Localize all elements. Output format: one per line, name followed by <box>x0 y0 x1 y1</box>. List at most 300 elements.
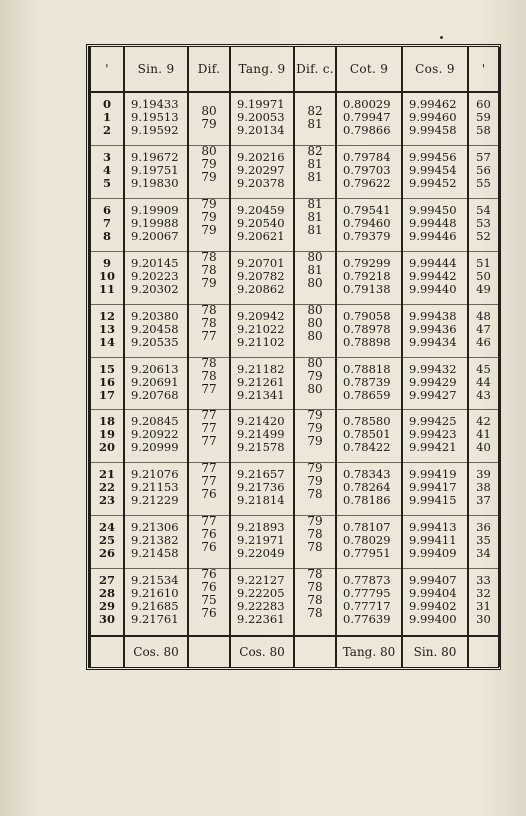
difc-cell <box>294 145 336 198</box>
minute-right: 42 <box>476 414 491 429</box>
minute-left: 16 <box>98 374 115 389</box>
minute-right: 35 <box>476 533 491 548</box>
header-cot: Cot. 9 <box>336 47 402 92</box>
cos-value: 9.99462 <box>409 97 457 111</box>
dif-value: 80 <box>201 104 217 118</box>
difc-cell <box>294 569 336 636</box>
tang-cell <box>230 304 294 357</box>
minute-right-cell <box>468 304 499 357</box>
cos-value: 9.99438 <box>409 308 457 323</box>
cell-stack <box>125 463 187 507</box>
header-sin: Sin. 9 <box>124 47 188 92</box>
dif-cell <box>188 251 230 304</box>
cos-value: 9.99419 <box>409 467 457 482</box>
minute-left: 7 <box>102 215 111 230</box>
minute-left-cell <box>90 516 124 569</box>
cell-stack <box>91 252 123 296</box>
minute-left: 2 <box>102 123 111 137</box>
dif-cell <box>188 304 230 357</box>
minute-right: 41 <box>476 427 491 442</box>
difc-value: 80 <box>307 302 323 317</box>
minute-left: 24 <box>98 520 115 535</box>
cell-stack <box>403 146 467 190</box>
difc-value: 78 <box>307 567 323 582</box>
cot-value: 0.79379 <box>343 228 391 243</box>
cell-stack <box>91 305 123 349</box>
tang-value: 9.20942 <box>237 308 285 323</box>
cell-stack <box>337 305 401 349</box>
tang-value: 9.19971 <box>237 97 285 111</box>
tang-value: 9.22361 <box>237 612 285 627</box>
header-row <box>90 47 499 92</box>
difc-cell <box>294 251 336 304</box>
minute-left-cell <box>90 410 124 463</box>
cot-value: 0.77873 <box>343 573 391 588</box>
minute-right-cell <box>468 569 499 636</box>
cell-stack <box>469 93 498 137</box>
minute-right: 50 <box>476 268 491 283</box>
cell-stack <box>125 305 187 349</box>
minute-left: 8 <box>102 228 111 243</box>
minute-left-cell <box>90 145 124 198</box>
cell-stack <box>125 93 187 137</box>
cell-stack <box>231 463 293 507</box>
table-row-group <box>90 198 499 251</box>
cos-value: 9.99429 <box>409 374 457 389</box>
minute-left: 9 <box>102 255 111 270</box>
cos-cell <box>402 145 468 198</box>
cell-stack <box>231 569 293 626</box>
cot-cell <box>336 569 402 636</box>
minute-left-cell <box>90 463 124 516</box>
cot-cell <box>336 92 402 145</box>
minute-left: 1 <box>102 110 111 124</box>
tang-value: 9.20621 <box>237 228 285 243</box>
cot-cell <box>336 145 402 198</box>
minute-left: 27 <box>98 573 115 588</box>
footer-empty-left <box>90 636 124 667</box>
cot-value: 0.79218 <box>343 268 391 283</box>
tang-value: 9.20378 <box>237 175 285 190</box>
cot-value: 0.79299 <box>343 255 391 270</box>
cell-stack <box>469 410 498 454</box>
minute-right: 39 <box>476 467 491 482</box>
minute-right: 54 <box>476 202 491 217</box>
difc-value: 78 <box>307 487 323 502</box>
difc-value: 80 <box>307 249 323 264</box>
cos-cell <box>402 463 468 516</box>
sin-value: 9.21382 <box>131 533 179 548</box>
cell-stack <box>337 93 401 137</box>
cell-stack <box>125 252 187 296</box>
difc-value: 80 <box>307 315 323 330</box>
cell-stack <box>403 410 467 454</box>
tang-value: 9.20701 <box>237 255 285 270</box>
tang-cell <box>230 463 294 516</box>
tang-value: 9.21022 <box>237 321 285 336</box>
table-row-group <box>90 357 499 410</box>
cell-stack <box>295 249 335 296</box>
minute-right: 44 <box>476 374 491 389</box>
sin-value: 9.19909 <box>131 202 179 217</box>
difc-value: 80 <box>307 328 323 343</box>
difc-value: 80 <box>307 381 323 396</box>
cot-value: 0.80029 <box>343 97 391 111</box>
minute-left: 3 <box>102 149 111 164</box>
dif-value: 77 <box>201 514 217 529</box>
tang-value: 9.20216 <box>237 149 285 164</box>
sin-cell <box>124 357 188 410</box>
cell-stack <box>189 143 229 190</box>
minute-right: 38 <box>476 480 491 495</box>
dif-value: 77 <box>201 408 217 423</box>
dif-value: 77 <box>201 421 217 436</box>
tang-value: 9.21420 <box>237 414 285 429</box>
cot-value: 0.79703 <box>343 162 391 177</box>
cell-stack <box>91 463 123 507</box>
cos-value: 9.99415 <box>409 493 457 508</box>
cell-stack <box>91 358 123 402</box>
cos-value: 9.99440 <box>409 281 457 296</box>
minute-right: 32 <box>476 586 491 601</box>
cos-value: 9.99423 <box>409 427 457 442</box>
tang-value: 9.21971 <box>237 533 285 548</box>
sin-cell <box>124 410 188 463</box>
tang-cell <box>230 357 294 410</box>
sin-value: 9.20067 <box>131 228 179 243</box>
dif-value: 76 <box>201 487 217 502</box>
cos-value: 9.99446 <box>409 228 457 243</box>
cell-stack <box>295 302 335 349</box>
tang-value: 9.20540 <box>237 215 285 230</box>
cell-stack <box>91 410 123 454</box>
cell-stack <box>189 302 229 349</box>
minute-left: 12 <box>98 308 115 323</box>
tang-cell <box>230 251 294 304</box>
dif-value: 78 <box>201 355 217 370</box>
cos-value: 9.99434 <box>409 334 457 349</box>
sin-value: 9.20691 <box>131 374 179 389</box>
minute-right-cell <box>468 357 499 410</box>
minute-left-cell <box>90 251 124 304</box>
difc-value: 81 <box>307 222 323 237</box>
difc-value: 80 <box>307 275 323 290</box>
sin-value: 9.19592 <box>131 123 179 137</box>
cot-value: 0.78818 <box>343 361 391 376</box>
difc-value: 79 <box>307 421 323 436</box>
header-tang: Tang. 9 <box>230 47 294 92</box>
sin-value: 9.20145 <box>131 255 179 270</box>
cos-value: 9.99436 <box>409 321 457 336</box>
sin-value: 9.20380 <box>131 308 179 323</box>
dif-value: 77 <box>201 381 217 396</box>
dif-value: 80 <box>201 143 217 158</box>
cos-value: 9.99452 <box>409 175 457 190</box>
cot-value: 0.79784 <box>343 149 391 164</box>
sin-value: 9.19672 <box>131 149 179 164</box>
difc-value: 78 <box>307 606 323 621</box>
dif-value: 77 <box>201 461 217 476</box>
cot-cell <box>336 463 402 516</box>
minute-right: 45 <box>476 361 491 376</box>
tang-value: 9.22205 <box>237 586 285 601</box>
footer-tang-col: Cos. 80 <box>230 636 294 667</box>
tang-value: 9.20297 <box>237 162 285 177</box>
cot-value: 0.78264 <box>343 480 391 495</box>
sin-value: 9.21761 <box>131 612 179 627</box>
cell-stack <box>189 249 229 296</box>
minute-left-cell <box>90 304 124 357</box>
cos-value: 9.99456 <box>409 149 457 164</box>
cell-stack <box>469 199 498 243</box>
dif-value: 78 <box>201 302 217 317</box>
cell-stack <box>403 305 467 349</box>
difc-value: 79 <box>307 408 323 423</box>
dif-value: 75 <box>201 593 217 608</box>
footer-cos-col: Sin. 80 <box>402 636 468 667</box>
tang-value: 9.21736 <box>237 480 285 495</box>
cell-stack <box>125 569 187 626</box>
minute-right-cell <box>468 92 499 145</box>
dif-value: 76 <box>201 567 217 582</box>
dif-cell <box>188 145 230 198</box>
table <box>89 47 500 667</box>
cell-stack <box>337 146 401 190</box>
sin-cell <box>124 92 188 145</box>
cell-stack <box>295 569 335 626</box>
difc-value: 79 <box>307 461 323 476</box>
table-row-group <box>90 304 499 357</box>
tang-value: 9.20459 <box>237 202 285 217</box>
tang-value: 9.21657 <box>237 467 285 482</box>
minute-right: 53 <box>476 215 491 230</box>
cell-stack <box>469 146 498 190</box>
difc-cell <box>294 463 336 516</box>
cell-stack <box>231 305 293 349</box>
minute-left: 13 <box>98 321 115 336</box>
minute-right: 36 <box>476 520 491 535</box>
tang-value: 9.21499 <box>237 427 285 442</box>
footer-empty-dif <box>188 636 230 667</box>
difc-cell <box>294 357 336 410</box>
table-body <box>90 92 499 636</box>
cos-cell <box>402 357 468 410</box>
tang-cell <box>230 569 294 636</box>
sin-value: 9.19513 <box>131 110 179 124</box>
dif-value: 79 <box>201 117 217 131</box>
dif-cell <box>188 357 230 410</box>
dif-value: 78 <box>201 368 217 383</box>
sin-value: 9.21685 <box>131 599 179 614</box>
cell-stack <box>91 569 123 626</box>
cot-value: 0.79947 <box>343 110 391 124</box>
dif-value: 78 <box>201 249 217 264</box>
cos-cell <box>402 198 468 251</box>
cos-value: 9.99454 <box>409 162 457 177</box>
cos-value: 9.99404 <box>409 586 457 601</box>
difc-value: 81 <box>307 262 323 277</box>
cot-value: 0.78107 <box>343 520 391 535</box>
dif-value: 79 <box>201 222 217 237</box>
cot-cell <box>336 410 402 463</box>
cell-stack <box>403 516 467 560</box>
dif-value: 77 <box>201 474 217 489</box>
difc-value: 81 <box>307 156 323 171</box>
dif-value: 76 <box>201 527 217 542</box>
cot-value: 0.79622 <box>343 175 391 190</box>
cell-stack <box>91 199 123 243</box>
cot-value: 0.79541 <box>343 202 391 217</box>
cell-stack <box>91 146 123 190</box>
header-minutes-left: ' <box>90 47 124 92</box>
cos-value: 9.99417 <box>409 480 457 495</box>
minute-right: 47 <box>476 321 491 336</box>
cos-value: 9.99425 <box>409 414 457 429</box>
minute-right-cell <box>468 463 499 516</box>
cell-stack <box>125 146 187 190</box>
minute-right-cell <box>468 145 499 198</box>
cos-value: 9.99450 <box>409 202 457 217</box>
table-row-group <box>90 516 499 569</box>
minute-left: 15 <box>98 361 115 376</box>
minute-left: 10 <box>98 268 115 283</box>
table-row-group <box>90 92 499 145</box>
cell-stack <box>91 93 123 137</box>
sin-value: 9.19751 <box>131 162 179 177</box>
cos-cell <box>402 516 468 569</box>
tang-value: 9.21102 <box>237 334 285 349</box>
footer-empty-right <box>468 636 499 667</box>
cell-stack <box>403 93 467 137</box>
sin-cell <box>124 569 188 636</box>
cell-stack <box>469 569 498 626</box>
dif-value: 79 <box>201 275 217 290</box>
cot-value: 0.77717 <box>343 599 391 614</box>
sin-value: 9.21306 <box>131 520 179 535</box>
minute-left: 20 <box>98 440 115 455</box>
cot-cell <box>336 516 402 569</box>
cot-value: 0.78659 <box>343 387 391 402</box>
cell-stack <box>337 252 401 296</box>
sin-value: 9.20922 <box>131 427 179 442</box>
cot-value: 0.78501 <box>343 427 391 442</box>
dif-value: 78 <box>201 315 217 330</box>
minute-right: 52 <box>476 228 491 243</box>
dif-value: 79 <box>201 156 217 171</box>
minute-left: 4 <box>102 162 111 177</box>
dif-cell <box>188 516 230 569</box>
dif-cell <box>188 463 230 516</box>
difc-value: 78 <box>307 540 323 555</box>
difc-value: 80 <box>307 355 323 370</box>
difc-value: 82 <box>307 104 323 118</box>
cell-stack <box>231 199 293 243</box>
header-minutes-right: ' <box>468 47 499 92</box>
header-dif: Dif. <box>188 47 230 92</box>
cell-stack <box>337 463 401 507</box>
difc-cell <box>294 198 336 251</box>
tang-cell <box>230 410 294 463</box>
cot-cell <box>336 304 402 357</box>
minute-right: 59 <box>476 110 491 124</box>
dif-cell <box>188 410 230 463</box>
minute-right: 43 <box>476 387 491 402</box>
dif-value: 76 <box>201 540 217 555</box>
tang-value: 9.22127 <box>237 573 285 588</box>
difc-value: 81 <box>307 169 323 184</box>
sin-cell <box>124 516 188 569</box>
cot-value: 0.78978 <box>343 321 391 336</box>
tang-value: 9.20134 <box>237 123 285 137</box>
minute-right: 58 <box>476 123 491 137</box>
cell-stack <box>295 196 335 243</box>
sin-value: 9.20845 <box>131 414 179 429</box>
footer-cot-col: Tang. 80 <box>336 636 402 667</box>
cot-value: 0.79138 <box>343 281 391 296</box>
sin-value: 9.21153 <box>131 480 179 495</box>
minute-left-cell <box>90 569 124 636</box>
cell-stack <box>337 516 401 560</box>
table-row-group <box>90 569 499 636</box>
minute-left: 23 <box>98 493 115 508</box>
minute-right: 57 <box>476 149 491 164</box>
minute-left: 19 <box>98 427 115 442</box>
tang-value: 9.21261 <box>237 374 285 389</box>
sin-value: 9.19988 <box>131 215 179 230</box>
cell-stack <box>337 358 401 402</box>
difc-value: 79 <box>307 434 323 449</box>
minute-left: 5 <box>102 175 111 190</box>
cos-value: 9.99402 <box>409 599 457 614</box>
sin-value: 9.21610 <box>131 586 179 601</box>
cell-stack <box>231 93 293 137</box>
minute-left-cell <box>90 198 124 251</box>
cos-value: 9.99413 <box>409 520 457 535</box>
tang-value: 9.21182 <box>237 361 285 376</box>
tang-cell <box>230 92 294 145</box>
minute-right-cell <box>468 251 499 304</box>
footer-empty-difc <box>294 636 336 667</box>
sin-cell <box>124 463 188 516</box>
cell-stack <box>295 516 335 560</box>
minute-right: 60 <box>476 97 491 111</box>
difc-value: 78 <box>307 580 323 595</box>
cell-stack <box>189 410 229 454</box>
dif-cell <box>188 569 230 636</box>
difc-cell <box>294 92 336 145</box>
sin-cell <box>124 304 188 357</box>
cell-stack <box>295 355 335 402</box>
difc-value: 79 <box>307 514 323 529</box>
tang-cell <box>230 516 294 569</box>
cos-cell <box>402 410 468 463</box>
cos-value: 9.99458 <box>409 123 457 137</box>
minute-right: 31 <box>476 599 491 614</box>
difc-value: 79 <box>307 368 323 383</box>
header-cos: Cos. 9 <box>402 47 468 92</box>
log-trig-table <box>86 44 501 670</box>
minute-left: 21 <box>98 467 115 482</box>
cos-value: 9.99411 <box>409 533 457 548</box>
cell-stack <box>295 143 335 190</box>
minute-left: 0 <box>102 97 111 111</box>
difc-value: 78 <box>307 593 323 608</box>
difc-value: 81 <box>307 196 323 211</box>
cos-value: 9.99427 <box>409 387 457 402</box>
cell-stack <box>469 305 498 349</box>
sin-value: 9.20999 <box>131 440 179 455</box>
cell-stack <box>189 355 229 402</box>
